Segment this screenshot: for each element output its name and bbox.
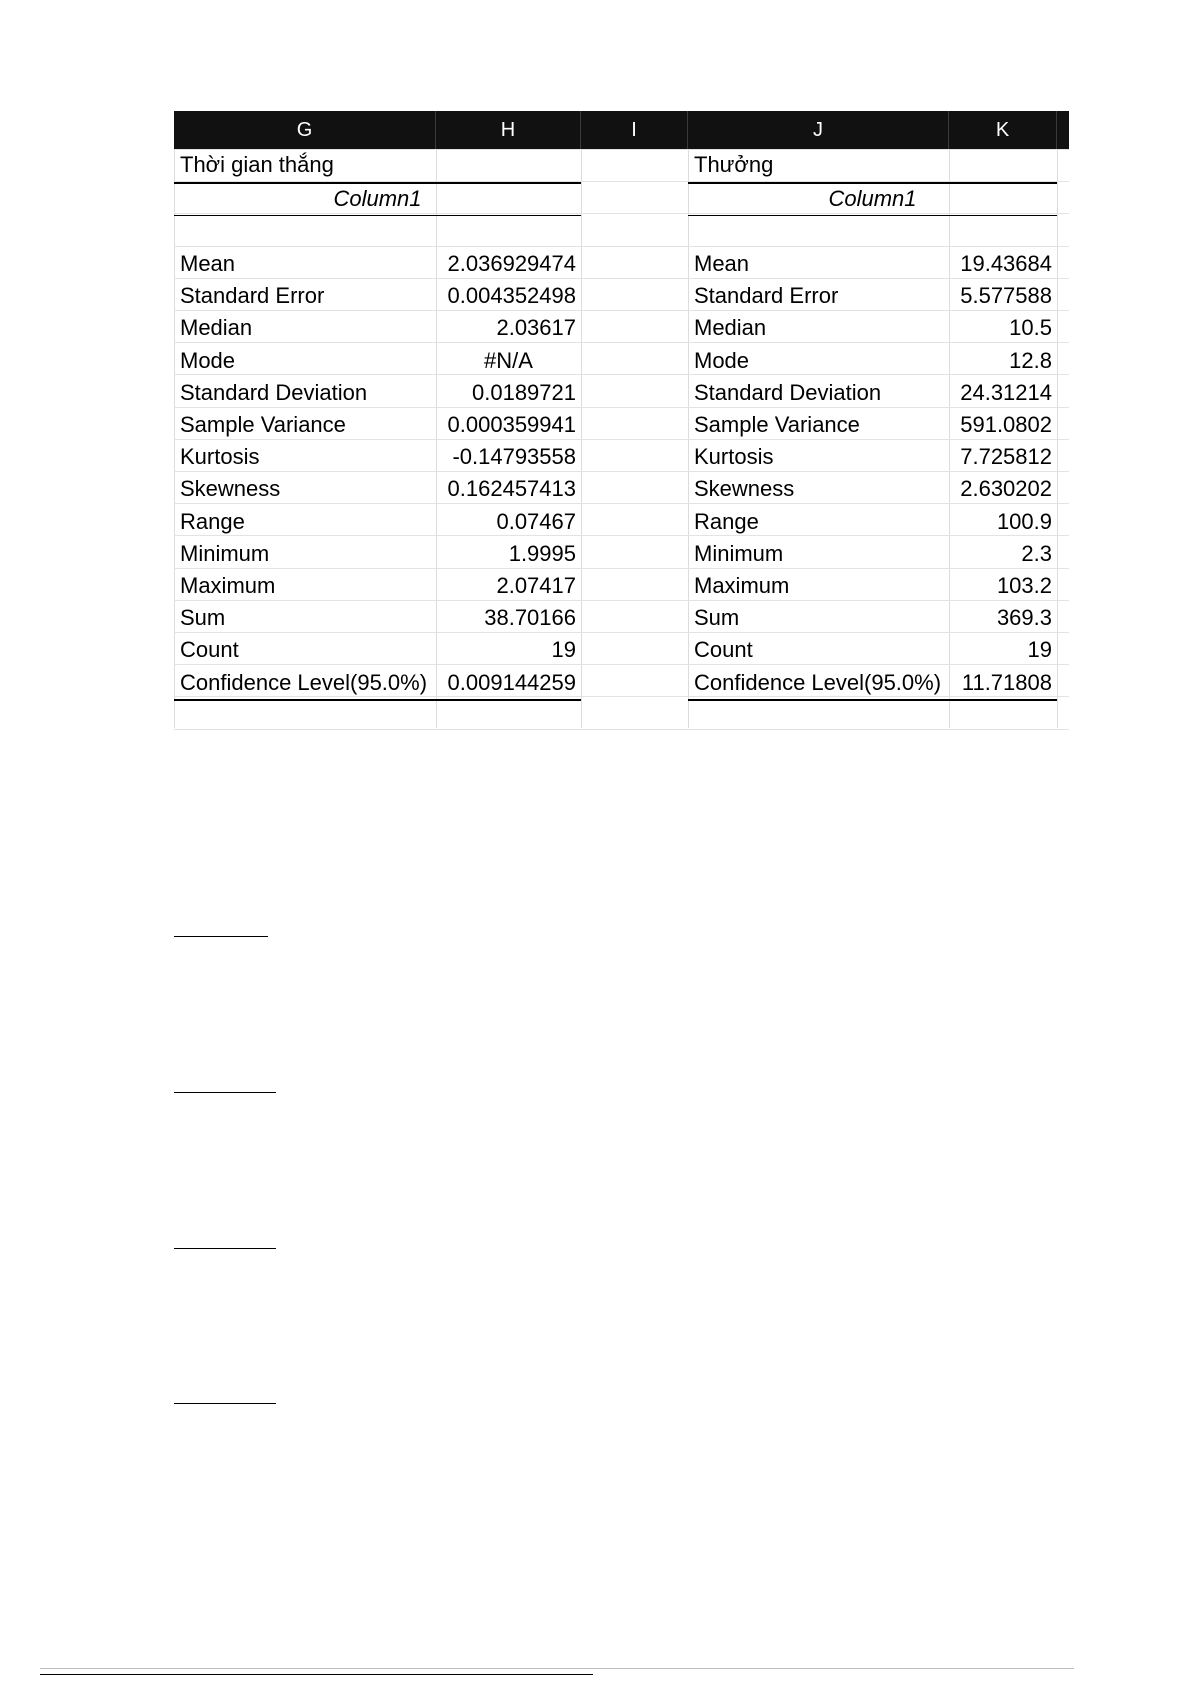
right-table-stat-label[interactable]: Mode xyxy=(694,348,750,373)
right-table-stat-value[interactable]: 7.725812 xyxy=(960,444,1052,469)
left-table-stat-label[interactable]: Mean xyxy=(180,251,236,276)
blank-underline-3 xyxy=(174,1248,276,1249)
left-table-stat-value[interactable]: 0.0189721 xyxy=(472,380,576,405)
left-table-stat-value[interactable]: 38.70166 xyxy=(484,605,576,630)
gridline-horizontal xyxy=(174,729,1069,730)
left-table-stat-value[interactable]: 0.009144259 xyxy=(447,670,576,695)
right-table-stat-value[interactable]: 12.8 xyxy=(1009,348,1052,373)
left-table-stat-label[interactable]: Minimum xyxy=(180,541,270,566)
left-table-stat-value[interactable]: 0.162457413 xyxy=(447,476,576,501)
left-table-stat-value[interactable]: #N/A xyxy=(484,348,533,373)
blank-underline-1 xyxy=(174,936,268,937)
right-table-stat-value[interactable]: 11.71808 xyxy=(961,670,1052,695)
left-table-stat-label[interactable]: Sample Variance xyxy=(180,412,346,437)
right-table-stat-label[interactable]: Kurtosis xyxy=(694,444,774,469)
column-header-overflow xyxy=(1057,111,1069,149)
left-table-title[interactable]: Thời gian thắng xyxy=(180,152,334,177)
left-table-header[interactable]: Column1 xyxy=(333,186,422,211)
right-table-stat-label[interactable]: Sample Variance xyxy=(694,412,860,437)
right-table-bottom-border xyxy=(688,699,1057,701)
right-table-title[interactable]: Thưởng xyxy=(694,152,774,177)
right-table-stat-label[interactable]: Minimum xyxy=(694,541,784,566)
right-table-stat-label[interactable]: Sum xyxy=(694,605,740,630)
column-header-j[interactable]: J xyxy=(688,111,949,149)
right-table-header-bottom-border xyxy=(688,215,1057,216)
footnote-rule xyxy=(40,1674,593,1675)
left-table-stat-label[interactable]: Standard Deviation xyxy=(180,380,368,405)
right-table-stat-value[interactable]: 24.31214 xyxy=(960,380,1052,405)
left-table-header-bottom-border xyxy=(174,215,581,216)
right-table-stat-value[interactable]: 369.3 xyxy=(996,605,1052,630)
spreadsheet-screenshot xyxy=(174,111,1069,728)
left-table-stat-label[interactable]: Standard Error xyxy=(180,283,325,308)
right-table-stat-value[interactable]: 10.5 xyxy=(1009,315,1052,340)
right-table-stat-value[interactable]: 103.2 xyxy=(996,573,1052,598)
left-table-stat-value[interactable]: 2.07417 xyxy=(496,573,576,598)
right-table-stat-label[interactable]: Confidence Level(95.0%) xyxy=(694,670,942,695)
right-table-stat-label[interactable]: Range xyxy=(694,509,759,534)
blank-underline-2 xyxy=(174,1092,276,1093)
right-table-stat-value[interactable]: 100.9 xyxy=(996,509,1052,534)
left-table-stat-label[interactable]: Maximum xyxy=(180,573,276,598)
left-table-stat-label[interactable]: Count xyxy=(180,637,239,662)
right-table-stat-value[interactable]: 2.630202 xyxy=(960,476,1052,501)
left-table-stat-label[interactable]: Skewness xyxy=(180,476,281,501)
right-table-stat-value[interactable]: 19 xyxy=(1027,637,1052,662)
column-header-h[interactable]: H xyxy=(436,111,581,149)
gridline-horizontal xyxy=(174,246,1069,247)
left-table-stat-value[interactable]: 1.9995 xyxy=(508,541,576,566)
left-table-stat-label[interactable]: Mode xyxy=(180,348,236,373)
right-table-header[interactable]: Column1 xyxy=(828,186,917,211)
right-table-stat-value[interactable]: 5.577588 xyxy=(960,283,1052,308)
left-table-stat-value[interactable]: 2.036929474 xyxy=(447,251,576,276)
left-table-stat-label[interactable]: Median xyxy=(180,315,253,340)
right-table-stat-value[interactable]: 19.43684 xyxy=(960,251,1052,276)
left-table-stat-value[interactable]: 19 xyxy=(551,637,576,662)
left-table-stat-value[interactable]: 0.000359941 xyxy=(447,412,576,437)
column-header-k[interactable]: K xyxy=(949,111,1057,149)
right-table-stat-label[interactable]: Count xyxy=(694,637,753,662)
right-table-stat-label[interactable]: Standard Deviation xyxy=(694,380,882,405)
left-table-stat-value[interactable]: 0.004352498 xyxy=(447,283,576,308)
right-table-stat-label[interactable]: Skewness xyxy=(694,476,795,501)
left-table-stat-label[interactable]: Sum xyxy=(180,605,226,630)
right-table-stat-label[interactable]: Standard Error xyxy=(694,283,839,308)
left-table-stat-label[interactable]: Kurtosis xyxy=(180,444,260,469)
left-table-stat-value[interactable]: 0.07467 xyxy=(496,509,576,534)
left-table-stat-label[interactable]: Confidence Level(95.0%) xyxy=(180,670,428,695)
left-table-stat-value[interactable]: -0.14793558 xyxy=(452,444,576,469)
blank-underline-4 xyxy=(174,1403,276,1404)
right-table-stat-value[interactable]: 2.3 xyxy=(1021,541,1052,566)
column-header-g[interactable]: G xyxy=(174,111,436,149)
right-table-stat-value[interactable]: 591.0802 xyxy=(960,412,1052,437)
right-table-stat-label[interactable]: Mean xyxy=(694,251,750,276)
left-table-stat-label[interactable]: Range xyxy=(180,509,245,534)
footer-separator xyxy=(40,1668,1074,1669)
column-header-i[interactable]: I xyxy=(581,111,688,149)
right-table-stat-label[interactable]: Maximum xyxy=(694,573,790,598)
left-table-bottom-border xyxy=(174,699,581,701)
right-table-stat-label[interactable]: Median xyxy=(694,315,767,340)
left-table-stat-value[interactable]: 2.03617 xyxy=(496,315,576,340)
